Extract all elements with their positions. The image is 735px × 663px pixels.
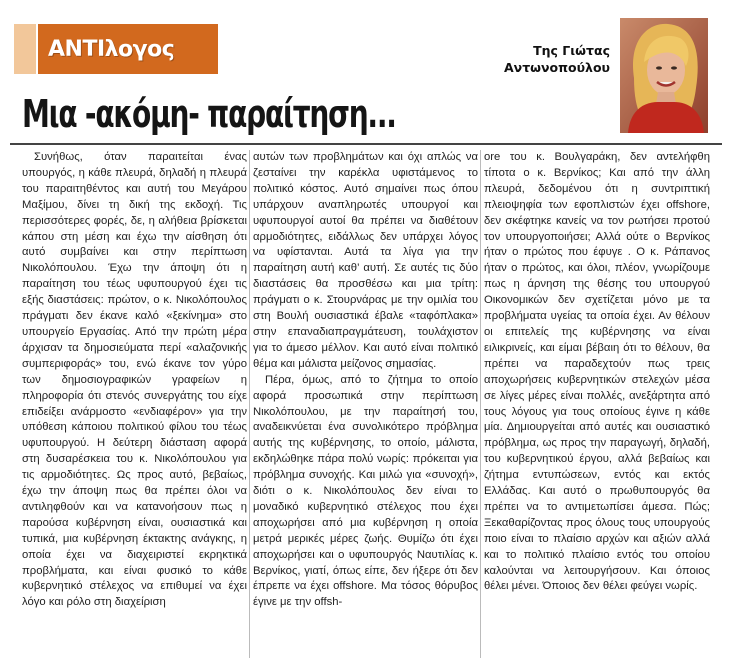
section-tag-label: ΑΝΤΙλογος <box>48 36 175 62</box>
article-column-2 <box>253 150 478 660</box>
paragraph: Πέρα, όμως, από το ζήτημα το οποίο αφορά προσωπικά στην περίπτωση Νικολόπουλου, με την παραίτησή του, αναδεικνύεται ένα συνολικότερο πρόβλημα αυτής της κυβέρνησης, το οποίο, μάλιστα, εκδηλώθηκε πάρα πολύ νωρίς: πρόκειται για πρόβλημα συνοχής. Και μιλώ για «συνοχή», διότι ο κ. Νικολόπουλος δεν είναι το μοναδικό κυβερνητικό στέλεχος που έχει αποχωρήσει από μια κυβέρνηση η οποία μετρά μερικές μέρες ζωής. Θυμίζω ότι έχει αποχωρήσει και ο υφυπουργός Ναυτιλίας κ. Βερνίκος, γιατί, όπως είπε, δεν ήξερε ότι δεν έπρεπε να έχει offshore. Μα τόσος θόρυβος έγινε με την offsh- <box>253 373 478 609</box>
article-column-3 <box>484 150 710 660</box>
author-portrait <box>620 18 708 133</box>
column-divider <box>480 150 481 658</box>
byline-author-name: Αντωνοπούλου <box>504 60 610 75</box>
title-rule <box>10 143 722 145</box>
author-portrait-icon <box>620 18 708 133</box>
section-tag <box>38 24 218 74</box>
column-divider <box>249 150 250 658</box>
byline-line-1: Της Γιώτας <box>533 43 610 58</box>
section-tag-accent <box>14 24 36 74</box>
article-title: Μια -ακόμη- παραίτηση... <box>22 92 396 136</box>
paragraph: ore του κ. Βουλγαράκη, δεν αντελήφθη τίποτα ο κ. Βερνίκος; Και από την άλλη πλευρά, δεδομένου ότι η συντριπτική πλειοψηφία των εφοπλιστών έχει offshore, δεν σκέφτηκε κανείς να τον ρωτήσει προτού τον υπουργοποιήσει; Αλλά ούτε ο Βερνίκος ήταν ο πρώτος που έφυγε . Ο κ. Ράπανος ήταν ο πρώτος, και όλοι, πλέον, γνωρίζουμε πως η άρνηση της θέσης του υπουργού Οικονομικών δεν σχετίζεται μόνο με τα προβλήματα υγείας τα οποία έχει. Αν θέλουν οι επιτελείς της κυβέρνησης να είναι ειλικρινείς, και είμαι βέβαιη ότι το θέλουν, θα πρέπει να παραδεχτούν πως τρεις αποχωρήσεις κυβερνητικών στελεχών μέσα σε λίγες μέρες είναι πολλές, ανεξάρτητα από τους λόγους για τους οποίους έγινε η κάθε μία. Δημιουργείται από αυτές και ουσιαστικό πρόβλημα, ως προς την παραγωγή, δηλαδή, του κυβερνητικού έργου, αλλά βεβαίως και ζήτημα εντυπώσεων, εντός και εκτός Ελλάδας. Και αυτό ο πρωθυπουργός θα πρέπει να το αντιμετωπίσει άμεσα. Πώς; Ξεκαθαρίζοντας προς όλους τους υπουργούς ποιο είναι το πλαίσιο αρχών και αξιών αλλά και το πολιτικό πλαίσιο εντός του οποίου καλούνται να λειτουργήσουν. Και όποιος θέλει μένει. Όποιος δεν θέλει φεύγει νωρίς. <box>484 151 710 593</box>
byline <box>470 42 610 76</box>
paragraph: Συνήθως, όταν παραιτείται ένας υπουργός, η κάθε πλευρά, δηλαδή η πλευρά του παραιτηθέντος και αυτή του Μεγάρου Μαξίμου, δίνει τη δική της εκδοχή. Τις περισσότερες φορές, δε, η αλήθεια βρίσκεται κάπου στη μέση και έχω την αίσθηση ότι αυτό συμβαίνει και στην περίπτωση Νικολόπουλου. Έχω την άποψη ότι η παραίτηση του τέως υφυπουργού έχει τις εξής διαστάσεις: πρώτον, ο κ. Νικολόπουλος πράγματι δεν έκανε καλό «ξεκίνημα» στο υπουργείο Εργασίας. Από την πρώτη μέρα άρχισαν τα δημοσιεύματα περί «αλαζονικής συμπεριφοράς» του, ενώ έκανε τον γύρο των δημοσιογραφικών γραφείων η πληροφορία ότι στενός συνεργάτης του είχε επιδείξει ανάρμοστο «ενδιαφέρον» για την υπόθεση κάποιου πολιτικού φίλου του τέως υφυπουργού. Η δεύτερη διάσταση αφορά στη δυσαρέσκεια του κ. Νικολόπουλου για τις αρμοδιότητες. Ως προς αυτό, βεβαίως, έχω την άποψη πως θα πρέπει όλοι να αντιληφθούν και να κατανοήσουν πως η παρούσα κυβέρνηση είναι, ουσιαστικά και τυπικά, μια κυβέρνηση έκτακτης ανάγκης, η οποία έχει να διαχειριστεί εκρηκτικά προβλήματα, και είναι φυσικό το κάθε κυβερνητικό στέλεχος να επιθυμεί να έχει λόγο και ρόλο στη διαχείριση <box>22 151 247 609</box>
article-column-1 <box>22 150 247 660</box>
paragraph: αυτών των προβλημάτων και όχι απλώς να ζεσταίνει την καρέκλα υφιστάμενος το πολιτικό κόστος. Αυτό σημαίνει πως όπου υπάρχουν αναπληρωτές υπουργοί και υφυπουργοί αυτοί θα πρέπει να διαθέτουν αρμοδιότητες, ειδάλλως δεν υπάρχει λόγος να υφίστανται. Αυτά τα λίγα για την παραίτηση αυτή καθ’ αυτή. Σε αυτές τις δύο διαστάσεις θα προσθέσω και μια τρίτη: πράγματι ο κ. Στουρνάρας με την ομιλία του στη Βουλή ουσιαστικά έβαλε «ταφόπλακα» στην επαναδιαπραγμάτευση, τουλάχιστον για το άμεσο μέλλον. Και αυτό είναι πολιτικό θέμα και μάλιστα μείζονος σημασίας. <box>253 151 478 370</box>
